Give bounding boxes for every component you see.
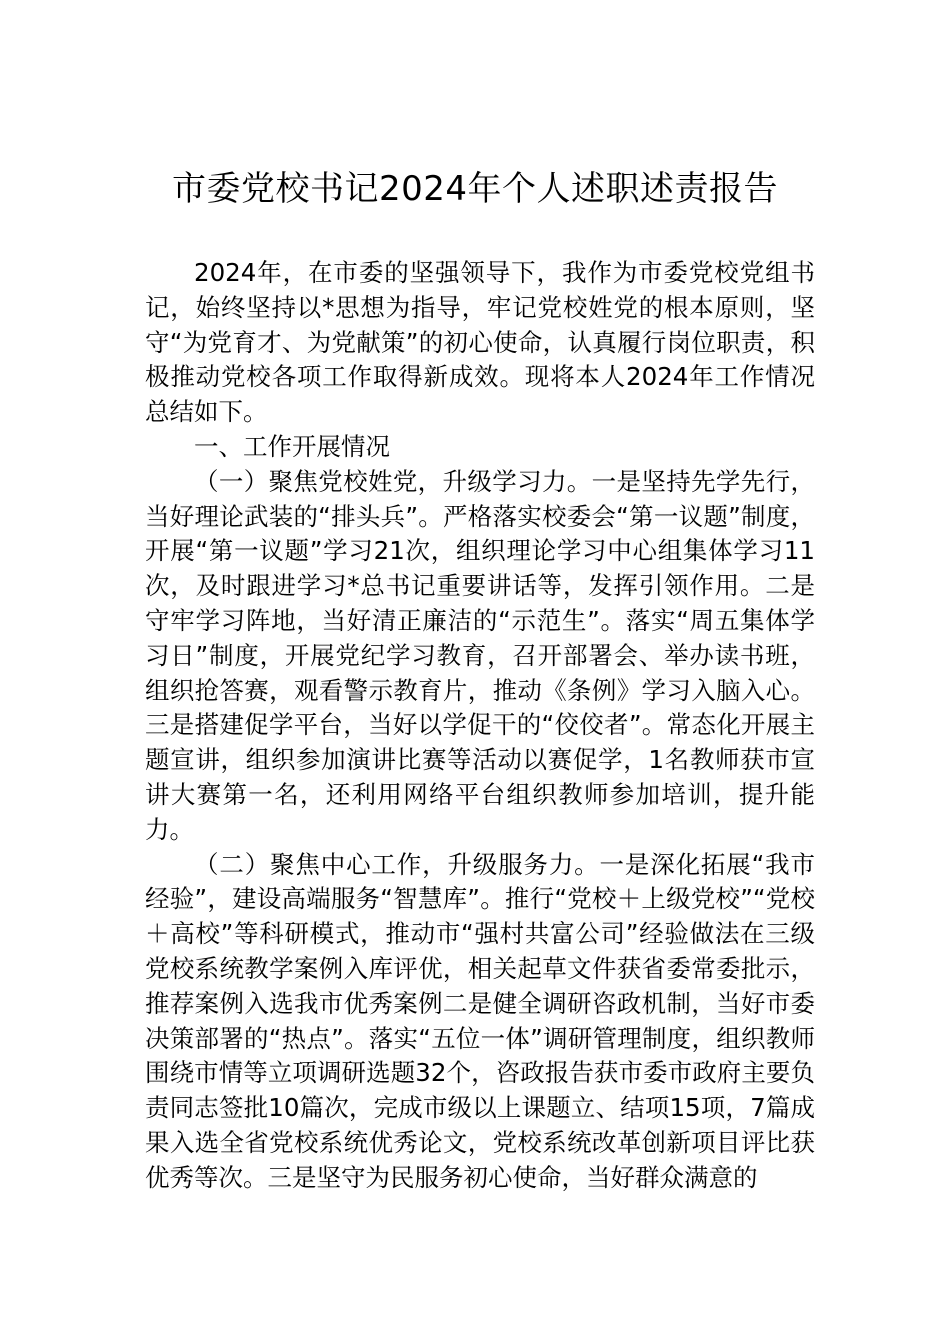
document-body [145,256,815,1196]
body-paragraph: （二）聚焦中心工作，升级服务力。一是深化拓展“我市经验”，建设高端服务“智慧库”。推行“党校＋上级党校”“党校＋高校”等科研模式，推动市“强村共富公司”经验做法在三级党校系统教学案例入库评优，相关起草文件获省委常委批示，推荐案例入选我市优秀案例二是健全调研咨政机制，当好市委决策部署的“热点”。落实“五位一体”调研管理制度，组织教师围绕市情等立项调研选题32个，咨政报告获市委市政府主要负责同志签批10篇次，完成市级以上课题立、结项15项，7篇成果入选全省党校系统优秀论文，党校系统改革创新项目评比获优秀等次。三是坚守为民服务初心使命，当好群众满意的 [145,849,815,1192]
body-paragraph: （一）聚焦党校姓党，升级学习力。一是坚持先学先行，当好理论武装的“排头兵”。严格落实校委会“第一议题”制度，开展“第一议题”学习21次，组织理论学习中心组集体学习11次，及时跟进学习*总书记重要讲话等，发挥引领作用。二是守牢学习阵地，当好清正廉洁的“示范生”。落实“周五集体学习日”制度，开展党纪学习教育，召开部署会、举办读书班，组织抢答赛，观看警示教育片，推动《条例》学习入脑入心。三是搭建促学平台，当好以学促干的“佼佼者”。常态化开展主题宣讲，组织参加演讲比赛等活动以赛促学，1名教师获市宣讲大赛第一名，还利用网络平台组织教师参加培训，提升能力。 [145,466,815,844]
section-heading: 一、工作开展情况 [194,431,390,461]
document-title: 市委党校书记2024年个人述职述责报告 [171,169,779,209]
intro-paragraph: 2024年，在市委的坚强领导下，我作为市委党校党组书记，始终坚持以*思想为指导，牢记党校姓党的根本原则，坚守“为党育才、为党献策”的初心使命，认真履行岗位职责，积极推动党校各项工作取得新成效。现将本人2024年工作情况总结如下。 [145,258,815,427]
